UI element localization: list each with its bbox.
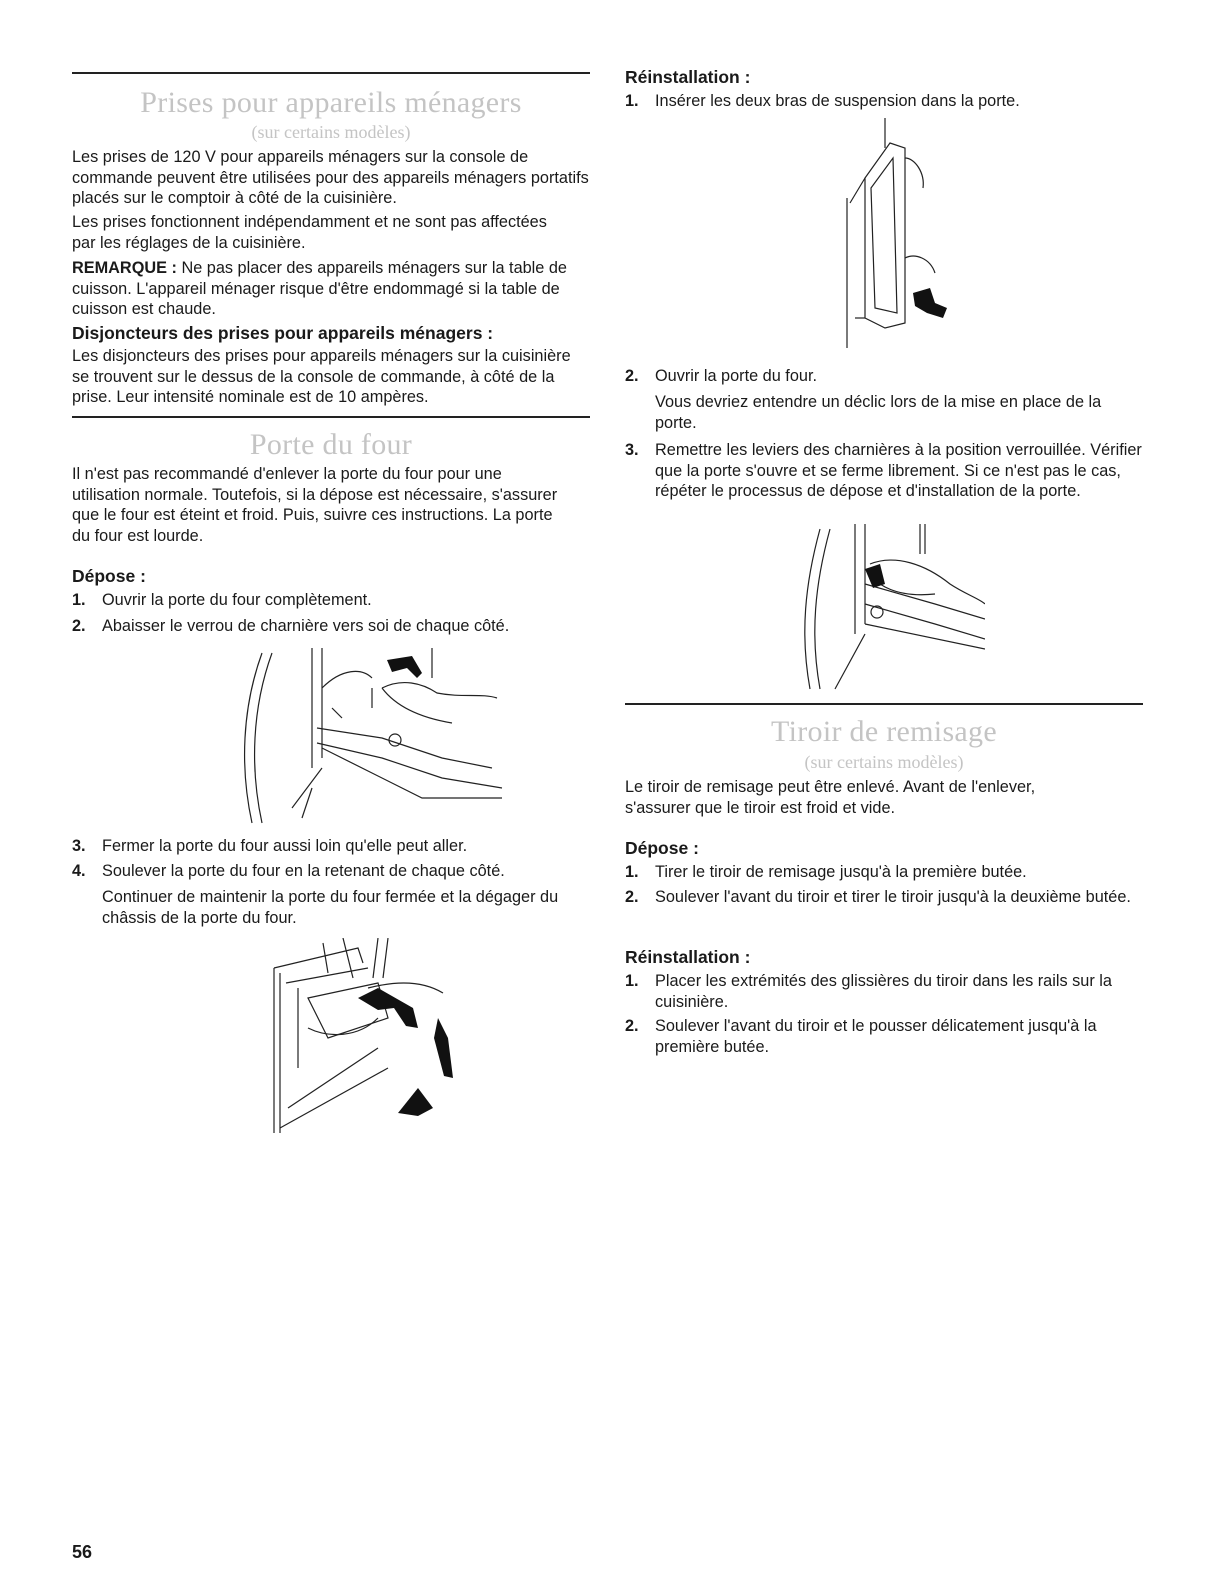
- prises-note: [72, 258, 590, 320]
- section-divider: [625, 703, 1143, 705]
- tiroir-intro: Le tiroir de remisage peut être enlevé. Avant de l'enlever, s'assurer que le tiroir est froid et vide.: [625, 778, 1036, 817]
- depose-heading: Dépose :: [72, 566, 146, 586]
- porte-intro: Il n'est pas recommandé d'enlever la porte du four pour une utilisation normale. Toutefois, si la dépose est nécessaire, s'assurer que le four est éteint et froid. Puis, suivre ces instructions. La porte du four est lourde.: [72, 465, 558, 545]
- breakers-heading: Disjoncteurs des prises pour appareils ménagers :: [72, 323, 494, 343]
- step4-continuation: Continuer de maintenir la porte du four fermée et la dégager du châssis de la porte du four.: [102, 888, 559, 927]
- section-title-tiroir: Tiroir de remisage: [771, 715, 997, 748]
- tiroir-reinstall-heading: Réinstallation :: [625, 947, 751, 967]
- lock-hinge-levers-illustration: [785, 524, 985, 694]
- insert-hinge-arms-illustration: [835, 118, 955, 358]
- hinge-lock-illustration: [222, 648, 512, 828]
- section-title-porte: Porte du four: [249, 428, 413, 461]
- step2-continuation: Vous devriez entendre un déclic lors de la mise en place de la porte.: [655, 393, 1102, 432]
- note-label: REMARQUE :: [72, 259, 177, 277]
- prises-paragraph-1: Les prises de 120 V pour appareils ménagers sur la console de commande peuvent être utilisées pour des appareils ménagers portatifs placés sur le comptoir à côté de la cuisinière.: [72, 148, 589, 207]
- page-number: 56: [72, 1542, 93, 1562]
- section-subtitle-tiroir: (sur certains modèles): [804, 752, 964, 772]
- breakers-paragraph: Les disjoncteurs des prises pour appareils ménagers sur la cuisinière se trouvent sur le dessus de la console de commande, à côté de la prise. Leur intensité nominale est de 10 ampères.: [72, 347, 571, 406]
- section-title-prises: Prises pour appareils ménagers: [140, 86, 522, 119]
- note-text: Ne pas placer des appareils ménagers sur la table de cuisson. L'appareil ménager risque d'être endommagé si la table de cuisson est chaude.: [72, 259, 567, 318]
- reinstall-heading: Réinstallation :: [625, 67, 751, 87]
- section-divider: [72, 416, 590, 418]
- lift-door-illustration: [268, 938, 468, 1138]
- prises-paragraph-2: Les prises fonctionnent indépendamment et ne sont pas affectées par les réglages de la cuisinière.: [72, 213, 547, 252]
- tiroir-depose-heading: Dépose :: [625, 838, 699, 858]
- section-divider: [72, 72, 590, 74]
- section-subtitle-prises: (sur certains modèles): [251, 122, 411, 142]
